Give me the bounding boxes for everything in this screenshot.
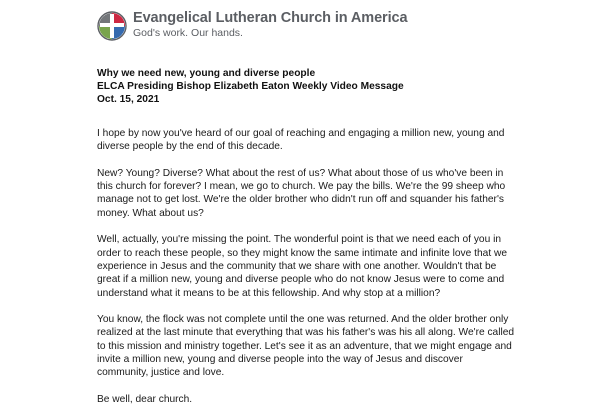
body-paragraph: New? Young? Diverse? What about the rest of us? What about those of us who've been in this church for forever? I mean, we go to church. We pay the bills. We're the 99 sheep who manage not to get lost. We're the older brother who didn't run off and squander his father's money. What about us? bbox=[97, 167, 506, 219]
message-date: Oct. 15, 2021 bbox=[97, 93, 160, 105]
message-title: Why we need new, young and diverse people bbox=[97, 68, 316, 79]
message-body bbox=[97, 127, 517, 420]
elca-logo bbox=[97, 10, 407, 46]
elca-cross-logo-icon bbox=[97, 11, 127, 41]
message-header bbox=[97, 68, 517, 106]
body-paragraph: I hope by now you've heard of our goal of reaching and engaging a million new, young and diverse people by the end of this decade. bbox=[97, 128, 505, 153]
body-paragraph: You know, the flock was not complete until the one was returned. And the older brother only realized at the last minute that everything that was his father's was his all along. We're called to this mission and ministry together. Let's see it as an adventure, that we might engage and invite a million new, young and diverse people into the way of Jesus and discover community, justice and love. bbox=[97, 314, 515, 379]
closing-line: Be well, dear church. bbox=[97, 393, 193, 405]
body-paragraph: Well, actually, you're missing the point. The wonderful point is that we need each of you in order to reach these people, so they might know the same intimate and infinite love that we experience in Jesus and the community that we share with one another. Wouldn't that be great if a million new, young and diverse people who do not know Jesus were to come and understand what it means to be at this fellowship. And why stop at a million? bbox=[97, 234, 507, 299]
organization-tagline: God's work. Our hands. bbox=[133, 27, 243, 39]
organization-name: Evangelical Lutheran Church in America bbox=[133, 10, 408, 26]
logo-text bbox=[133, 10, 407, 40]
message-subtitle: ELCA Presiding Bishop Elizabeth Eaton Weekly Video Message bbox=[97, 80, 404, 92]
